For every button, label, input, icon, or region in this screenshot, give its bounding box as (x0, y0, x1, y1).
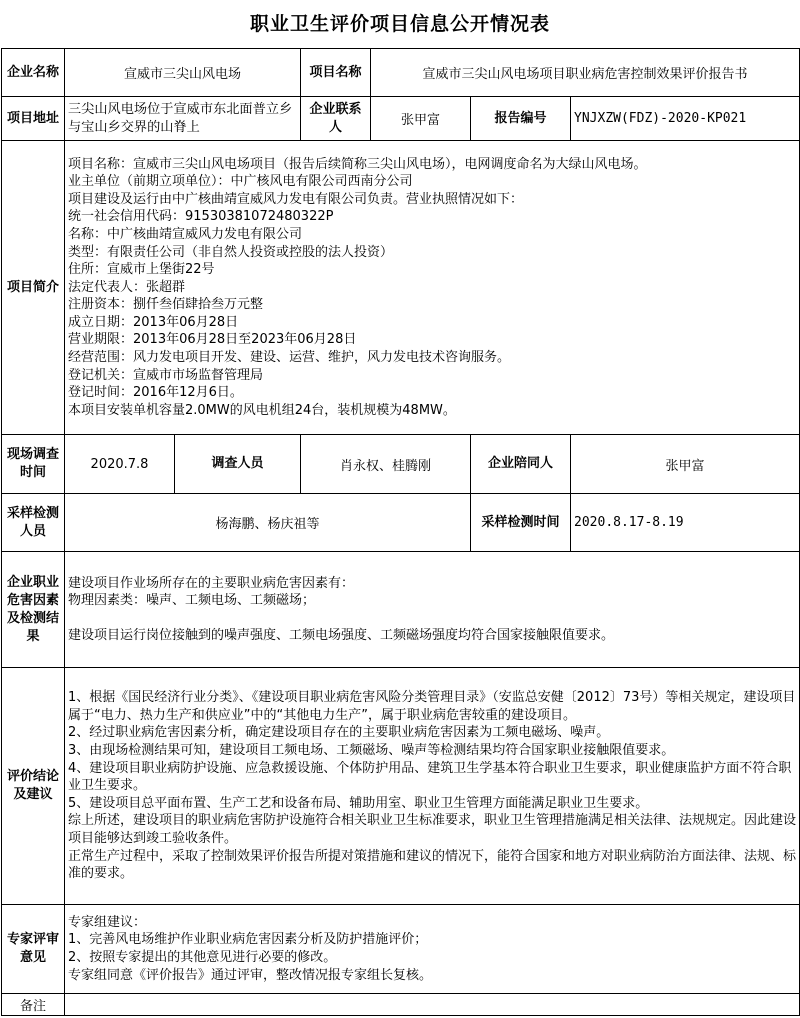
intro-line: 营业期限：2013年06月28日至2023年06月28日 (68, 332, 357, 348)
label-company-contact: 企业联系人 (301, 97, 371, 141)
hazard-line: 建设项目作业场所存在的主要职业病危害因素有： (68, 575, 355, 591)
conclusion-line: 综上所述，建设项目的职业病危害防护设施符合相关职业卫生标准要求，职业卫生管理措施满足相关法律、法规规定。因此建设项目能够达到竣工验收条件。 (68, 813, 797, 846)
conclusion-line: 正常生产过程中，采取了控制效果评价报告所提对策措施和建议的情况下，能符合国家和地方对职业病防治方面法律、法规、标准的要求。 (68, 848, 797, 882)
intro-line: 登记时间：2016年12月6日。 (68, 385, 243, 401)
intro-line: 名称：中广核曲靖宣威风力发电有限公司 (68, 226, 303, 242)
intro-line: 注册资本：捌仟叁佰肆拾叁万元整 (68, 297, 264, 313)
conclusion-line: 5、建设项目总平面布置、生产工艺和设备布局、辅助用室、职业卫生管理方面能满足职业卫生要求。 (68, 795, 649, 811)
intro-line: 项目建设及运行由中广核曲靖宣威风力发电有限公司负责。营业执照情况如下： (68, 191, 524, 207)
row-survey (2, 435, 800, 494)
intro-line: 住所：宣威市上堡街22号 (68, 262, 215, 278)
expert-line: 专家组建议： (68, 914, 147, 930)
label-project-name: 项目名称 (301, 49, 371, 97)
intro-line: 登记机关：宣威市市场监督管理局 (68, 367, 264, 383)
value-company-name: 宣威市三尖山风电场 (65, 49, 301, 97)
label-company-name: 企业名称 (2, 49, 65, 97)
conclusion-line: 1、根据《国民经济行业分类》、《建设项目职业病危害风险分类管理目录》（安监总安健〔2012〕73号）等相关规定，建设项目属于“电力、热力生产和供应业”中的“其他电力生产”，属于职业病危害较重的建设项目。 (68, 690, 796, 723)
hazards-block (65, 552, 800, 668)
conclusion-line: 3、由现场检测结果可知，建设项目工频电场、工频磁场、噪声等检测结果均符合国家职业接触限值要求。 (68, 743, 675, 759)
intro-line: 经营范围：风力发电项目开发、建设、运营、维护，风力发电技术咨询服务。 (68, 350, 511, 366)
label-sampling-time: 采样检测时间 (471, 494, 571, 552)
value-company-contact: 张甲富 (371, 97, 471, 141)
conclusion-block (65, 668, 800, 905)
label-company-escort: 企业陪同人 (471, 435, 571, 494)
page-title: 职业卫生评价项目信息公开情况表 (249, 13, 550, 35)
intro-line: 成立日期：2013年06月28日 (68, 314, 239, 330)
label-hazards: 企业职业危害因素及检测结果 (2, 552, 65, 668)
value-sampling-staff: 杨海鹏、杨庆祖等 (65, 494, 471, 552)
value-sampling-time: 2020.8.17-8.19 (571, 494, 800, 552)
label-sampling-staff: 采样检测人员 (2, 494, 65, 552)
info-table (1, 48, 800, 1016)
value-survey-time: 2020.7.8 (65, 435, 175, 494)
expert-line: 2、按照专家提出的其他意见进行必要的修改。 (68, 950, 337, 965)
label-project-address: 项目地址 (2, 97, 65, 141)
row-expert (2, 905, 800, 994)
value-project-name: 宣威市三尖山风电场项目职业病危害控制效果评价报告书 (371, 49, 800, 97)
value-investigators: 肖永权、桂腾刚 (301, 435, 471, 494)
label-survey-time: 现场调查时间 (2, 435, 65, 494)
intro-line: 业主单位（前期立项单位）：中广核风电有限公司西南分公司 (68, 174, 413, 190)
intro-line: 法定代表人：张超群 (68, 279, 186, 295)
value-report-no: YNJXZW(FDZ)-2020-KP021 (571, 97, 800, 141)
hazard-line: 建设项目运行岗位接触到的噪声强度、工频电场强度、工频磁场强度均符合国家接触限值要求。 (68, 627, 615, 643)
row-address (2, 97, 800, 141)
expert-line: 1、完善风电场维护作业职业病危害因素分析及防护措施评价； (68, 932, 428, 948)
label-report-no: 报告编号 (471, 97, 571, 141)
intro-line: 本项目安装单机容量2.0MW的风电机组24台，装机规模为48MW。 (68, 402, 456, 418)
intro-line: 类型：有限责任公司（非自然人投资或控股的法人投资） (68, 244, 394, 260)
row-conclusion (2, 668, 800, 905)
row-sampling (2, 494, 800, 552)
row-hazards (2, 552, 800, 668)
intro-line: 项目名称：宣威市三尖山风电场项目（报告后续简称三尖山风电场），电网调度命名为大绿山风电场。 (68, 156, 647, 172)
hazard-gap (68, 610, 796, 627)
value-project-address: 三尖山风电场位于宣威市东北面普立乡与宝山乡交界的山脊上 (65, 97, 301, 141)
row-remarks (2, 994, 800, 1016)
label-remarks: 备注 (2, 994, 65, 1016)
label-investigators: 调查人员 (175, 435, 301, 494)
row-intro (2, 141, 800, 435)
intro-block (65, 141, 800, 435)
intro-line: 统一社会信用代码：91530381072480322P (68, 209, 334, 225)
row-company (2, 49, 800, 97)
conclusion-line: 2、经过职业病危害因素分析，确定建设项目存在的主要职业病危害因素为工频电磁场、噪声。 (68, 725, 610, 741)
expert-line: 专家组同意《评价报告》通过评审，整改情况报专家组长复核。 (68, 967, 433, 983)
label-expert: 专家评审意见 (2, 905, 65, 994)
expert-block (65, 905, 800, 994)
value-company-escort: 张甲富 (571, 435, 800, 494)
value-remarks (65, 994, 800, 1016)
conclusion-line: 4、建设项目职业病防护设施、应急救援设施、个体防护用品、建筑卫生学基本符合职业卫生要求，职业健康监护方面不符合职业卫生要求。 (68, 760, 792, 794)
label-project-intro: 项目简介 (2, 141, 65, 435)
label-conclusion: 评价结论及建议 (2, 668, 65, 905)
hazard-line: 物理因素类：噪声、工频电场、工频磁场； (68, 593, 316, 609)
